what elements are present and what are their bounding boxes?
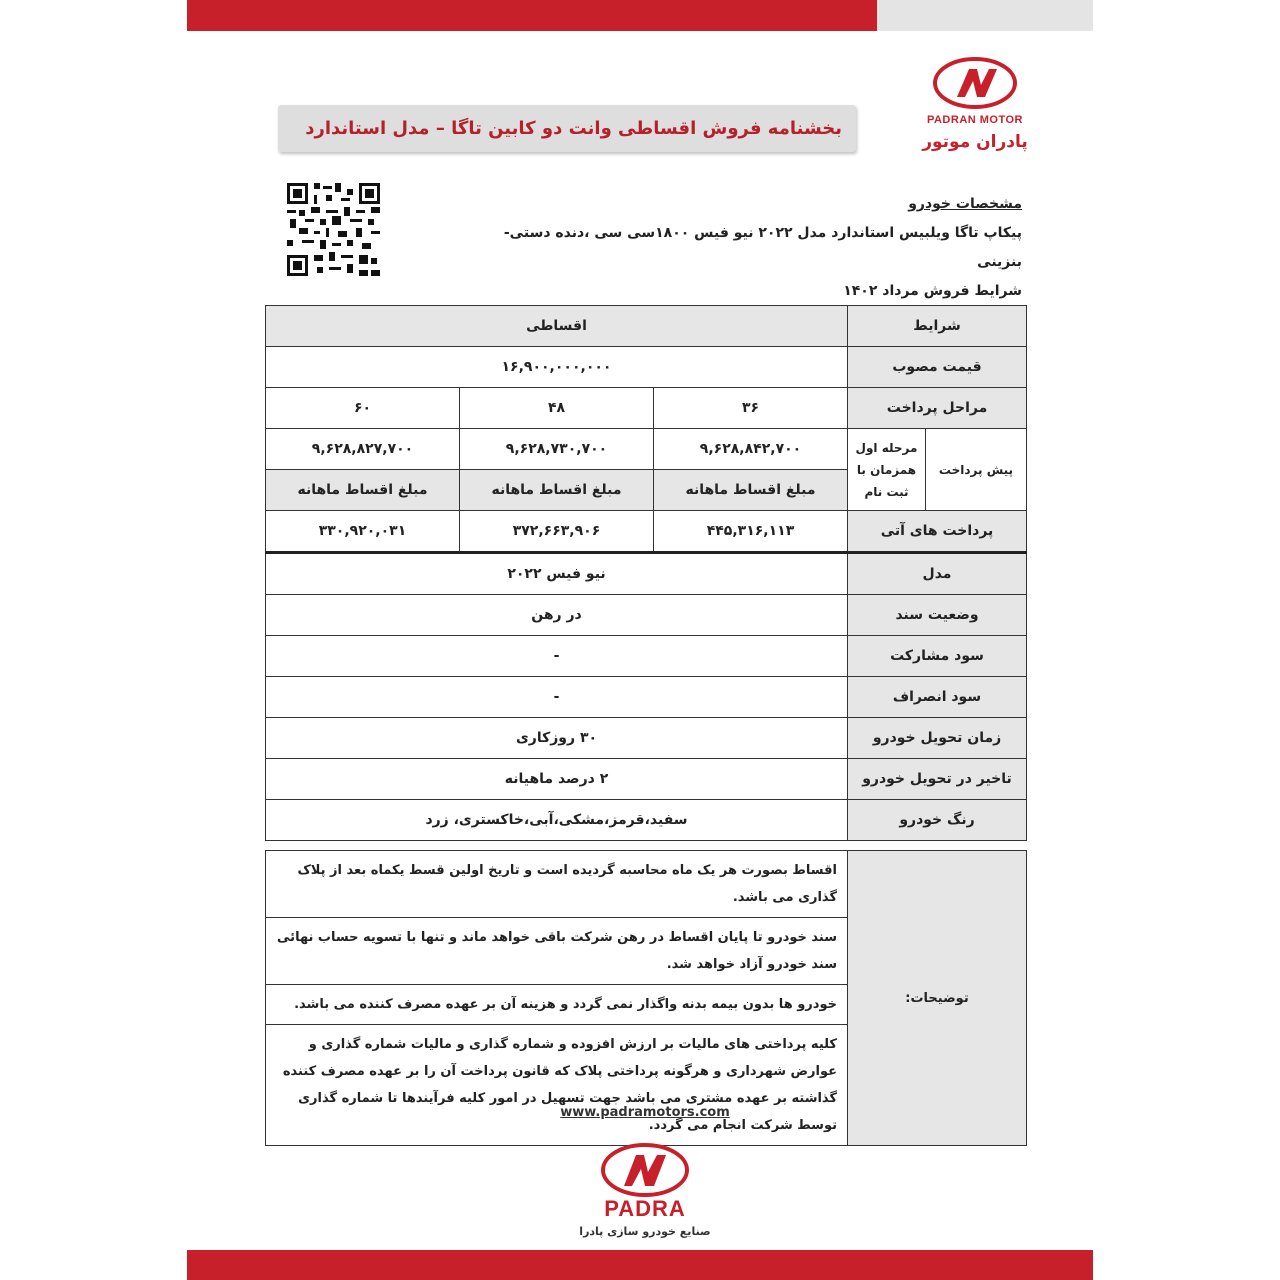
- future-payment-36: ۴۴۵,۳۱۶,۱۱۳: [654, 511, 848, 553]
- document-value: در رهن: [266, 595, 848, 636]
- stage-36: ۳۶: [654, 388, 848, 429]
- delivery-label: زمان تحویل خودرو: [848, 718, 1027, 759]
- note-item: اقساط بصورت هر یک ماه محاسبه گردیده است و تاریخ اولین قسط یکماه بعد از پلاک گذاری می باشد.: [266, 851, 848, 918]
- document-label: وضعیت سند: [848, 595, 1027, 636]
- qr-code: [287, 183, 380, 276]
- brand-persian-text: پادران موتور: [922, 132, 1028, 152]
- vehicle-specs: [502, 190, 1022, 306]
- prepayment-60: ۹,۶۲۸,۸۲۷,۷۰۰: [266, 429, 460, 470]
- circular-title: بخشنامه فروش اقساطی وانت دو کابین تاگا – مدل استاندارد: [305, 118, 842, 139]
- price-value: ۱۶,۹۰۰,۰۰۰,۰۰۰: [266, 347, 848, 388]
- model-label: مدل: [848, 553, 1027, 595]
- sales-conditions-table: [265, 305, 1027, 841]
- conditions-value: اقساطی: [266, 306, 848, 347]
- color-value: سفید،قرمز،مشکی،آبی،خاکستری، زرد: [266, 800, 848, 841]
- delay-value: ۲ درصد ماهیانه: [266, 759, 848, 800]
- padra-logo: [570, 1140, 720, 1240]
- future-payment-48: ۳۷۲,۶۶۳,۹۰۶: [460, 511, 654, 553]
- specs-line-1: پیکاپ تاگا ویلبیس استاندارد مدل ۲۰۲۲ نیو فیس ۱۸۰۰سی سی ،دنده دستی-بنزینی: [503, 225, 1022, 270]
- conditions-label: شرایط: [848, 306, 1027, 347]
- specs-title: مشخصات خودرو: [908, 196, 1022, 212]
- delivery-value: ۳۰ روزکاری: [266, 718, 848, 759]
- future-payments-label: پرداخت های آتی: [848, 511, 1027, 553]
- notes-table: [265, 850, 1027, 1146]
- note-item: کلیه پرداختی های مالیات بر ارزش افزوده و شماره گذاری و مالیات شماره گذاری و عوارض شهرداری و هرگونه پرداختی پلاک که قانون پرداخت آن را بر عهده مصرف کننده گذاشته بر عهده مشتری می باشد جهت تسهیل در امور کلیه فرآیندها تا شماره گذاری توسط شرکت انجام می گردد.: [266, 1025, 848, 1146]
- padra-persian-text: صنایع خودرو سازی پادرا: [579, 1225, 711, 1238]
- brand-latin-text: PADRAN MOTOR: [926, 114, 1024, 126]
- participation-value: -: [266, 636, 848, 677]
- installment-header-60: مبلغ اقساط ماهانه: [266, 470, 460, 511]
- note-item: سند خودرو تا پایان اقساط در رهن شرکت باقی خواهد ماند و تنها با تسویه حساب نهائی سند خودرو آزاد خواهد شد.: [266, 918, 848, 985]
- future-payment-60: ۳۳۰,۹۲۰,۰۳۱: [266, 511, 460, 553]
- padran-motor-logo: [905, 55, 1045, 155]
- price-label: قیمت مصوب: [848, 347, 1027, 388]
- installment-header-48: مبلغ اقساط ماهانه: [460, 470, 654, 511]
- prepayment-36: ۹,۶۲۸,۸۴۲,۷۰۰: [654, 429, 848, 470]
- delay-label: تاخیر در تحویل خودرو: [848, 759, 1027, 800]
- notes-label: توضیحات:: [848, 851, 1027, 1146]
- prepayment-label: پیش پرداخت: [926, 429, 1027, 511]
- bottom-accent-bar: [187, 1250, 1093, 1280]
- website-link[interactable]: www.padramotors.com: [560, 1105, 730, 1120]
- color-label: رنگ خودرو: [848, 800, 1027, 841]
- participation-label: سود مشارکت: [848, 636, 1027, 677]
- model-value: نیو فیس ۲۰۲۲: [266, 553, 848, 595]
- specs-line-2: شرایط فروش مرداد ۱۴۰۲: [843, 283, 1022, 299]
- circular-title-box: [278, 105, 856, 152]
- padra-latin-text: PADRA: [604, 1196, 686, 1221]
- prepayment-sub-label: مرحله اول همزمان با ثبت نام: [848, 429, 926, 511]
- stage-48: ۴۸: [460, 388, 654, 429]
- top-gray-bar: [877, 0, 1093, 31]
- prepayment-48: ۹,۶۲۸,۷۳۰,۷۰۰: [460, 429, 654, 470]
- note-item: خودرو ها بدون بیمه بدنه واگذار نمی گردد و هزینه آن بر عهده مصرف کننده می باشد.: [266, 985, 848, 1025]
- installment-header-36: مبلغ اقساط ماهانه: [654, 470, 848, 511]
- cancellation-label: سود انصراف: [848, 677, 1027, 718]
- stage-60: ۶۰: [266, 388, 460, 429]
- stages-label: مراحل پرداخت: [848, 388, 1027, 429]
- top-accent-bar: [187, 0, 877, 31]
- cancellation-value: -: [266, 677, 848, 718]
